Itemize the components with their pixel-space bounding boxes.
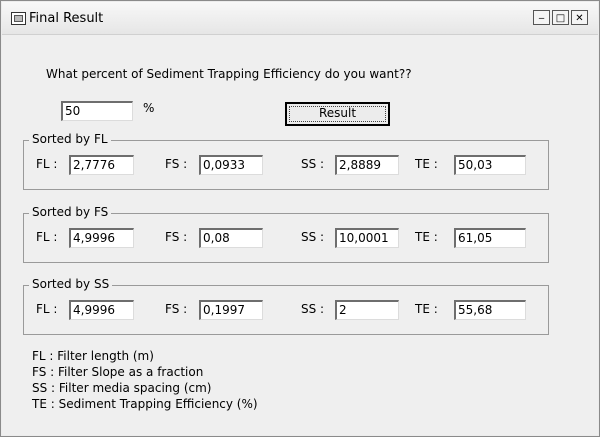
group-sorted-by-ss xyxy=(23,277,549,335)
fs-label: FS : xyxy=(165,302,188,316)
ss-label: SS : xyxy=(301,302,325,316)
title-bar[interactable] xyxy=(2,2,598,35)
percent-input[interactable]: 50 xyxy=(61,101,133,121)
maximize-button[interactable]: □ xyxy=(552,10,569,25)
minimize-button[interactable]: ‒ xyxy=(533,10,550,25)
fl-field[interactable]: 4,9996 xyxy=(69,228,134,248)
fs-field[interactable]: 0,08 xyxy=(199,228,263,248)
app-icon[interactable] xyxy=(11,12,26,25)
group-sorted-by-fl xyxy=(23,132,549,190)
group-caption: Sorted by FL xyxy=(29,132,111,146)
fl-label: FL : xyxy=(36,302,58,316)
fs-field[interactable]: 0,1997 xyxy=(199,300,263,320)
group-caption: Sorted by SS xyxy=(29,277,112,291)
legend-fl: FL : Filter length (m) xyxy=(32,349,154,363)
legend-ss: SS : Filter media spacing (cm) xyxy=(32,381,212,395)
fl-label: FL : xyxy=(36,230,58,244)
ss-field[interactable]: 10,0001 xyxy=(335,228,399,248)
percent-unit-label: % xyxy=(143,101,155,115)
fs-label: FS : xyxy=(165,157,188,171)
ss-label: SS : xyxy=(301,230,325,244)
result-button[interactable] xyxy=(285,102,390,126)
te-field[interactable]: 61,05 xyxy=(454,228,526,248)
window-title: Final Result xyxy=(29,11,104,26)
close-button[interactable]: ✕ xyxy=(571,10,588,25)
ss-field[interactable]: 2,8889 xyxy=(335,155,399,175)
te-label: TE : xyxy=(415,157,438,171)
ss-field[interactable]: 2 xyxy=(335,300,399,320)
fs-field[interactable]: 0,0933 xyxy=(199,155,263,175)
prompt-label: What percent of Sediment Trapping Efficiency do you want?? xyxy=(46,67,412,81)
te-label: TE : xyxy=(415,230,438,244)
result-button-label: Result xyxy=(318,106,357,120)
fl-label: FL : xyxy=(36,157,58,171)
legend-te: TE : Sediment Trapping Efficiency (%) xyxy=(32,397,258,411)
te-field[interactable]: 55,68 xyxy=(454,300,526,320)
fs-label: FS : xyxy=(165,230,188,244)
legend-fs: FS : Filter Slope as a fraction xyxy=(32,365,204,379)
group-sorted-by-fs xyxy=(23,205,549,263)
group-caption: Sorted by FS xyxy=(29,205,111,219)
client-area xyxy=(2,35,598,435)
ss-label: SS : xyxy=(301,157,325,171)
fl-field[interactable]: 2,7776 xyxy=(69,155,134,175)
fl-field[interactable]: 4,9996 xyxy=(69,300,134,320)
te-label: TE : xyxy=(415,302,438,316)
te-field[interactable]: 50,03 xyxy=(454,155,526,175)
